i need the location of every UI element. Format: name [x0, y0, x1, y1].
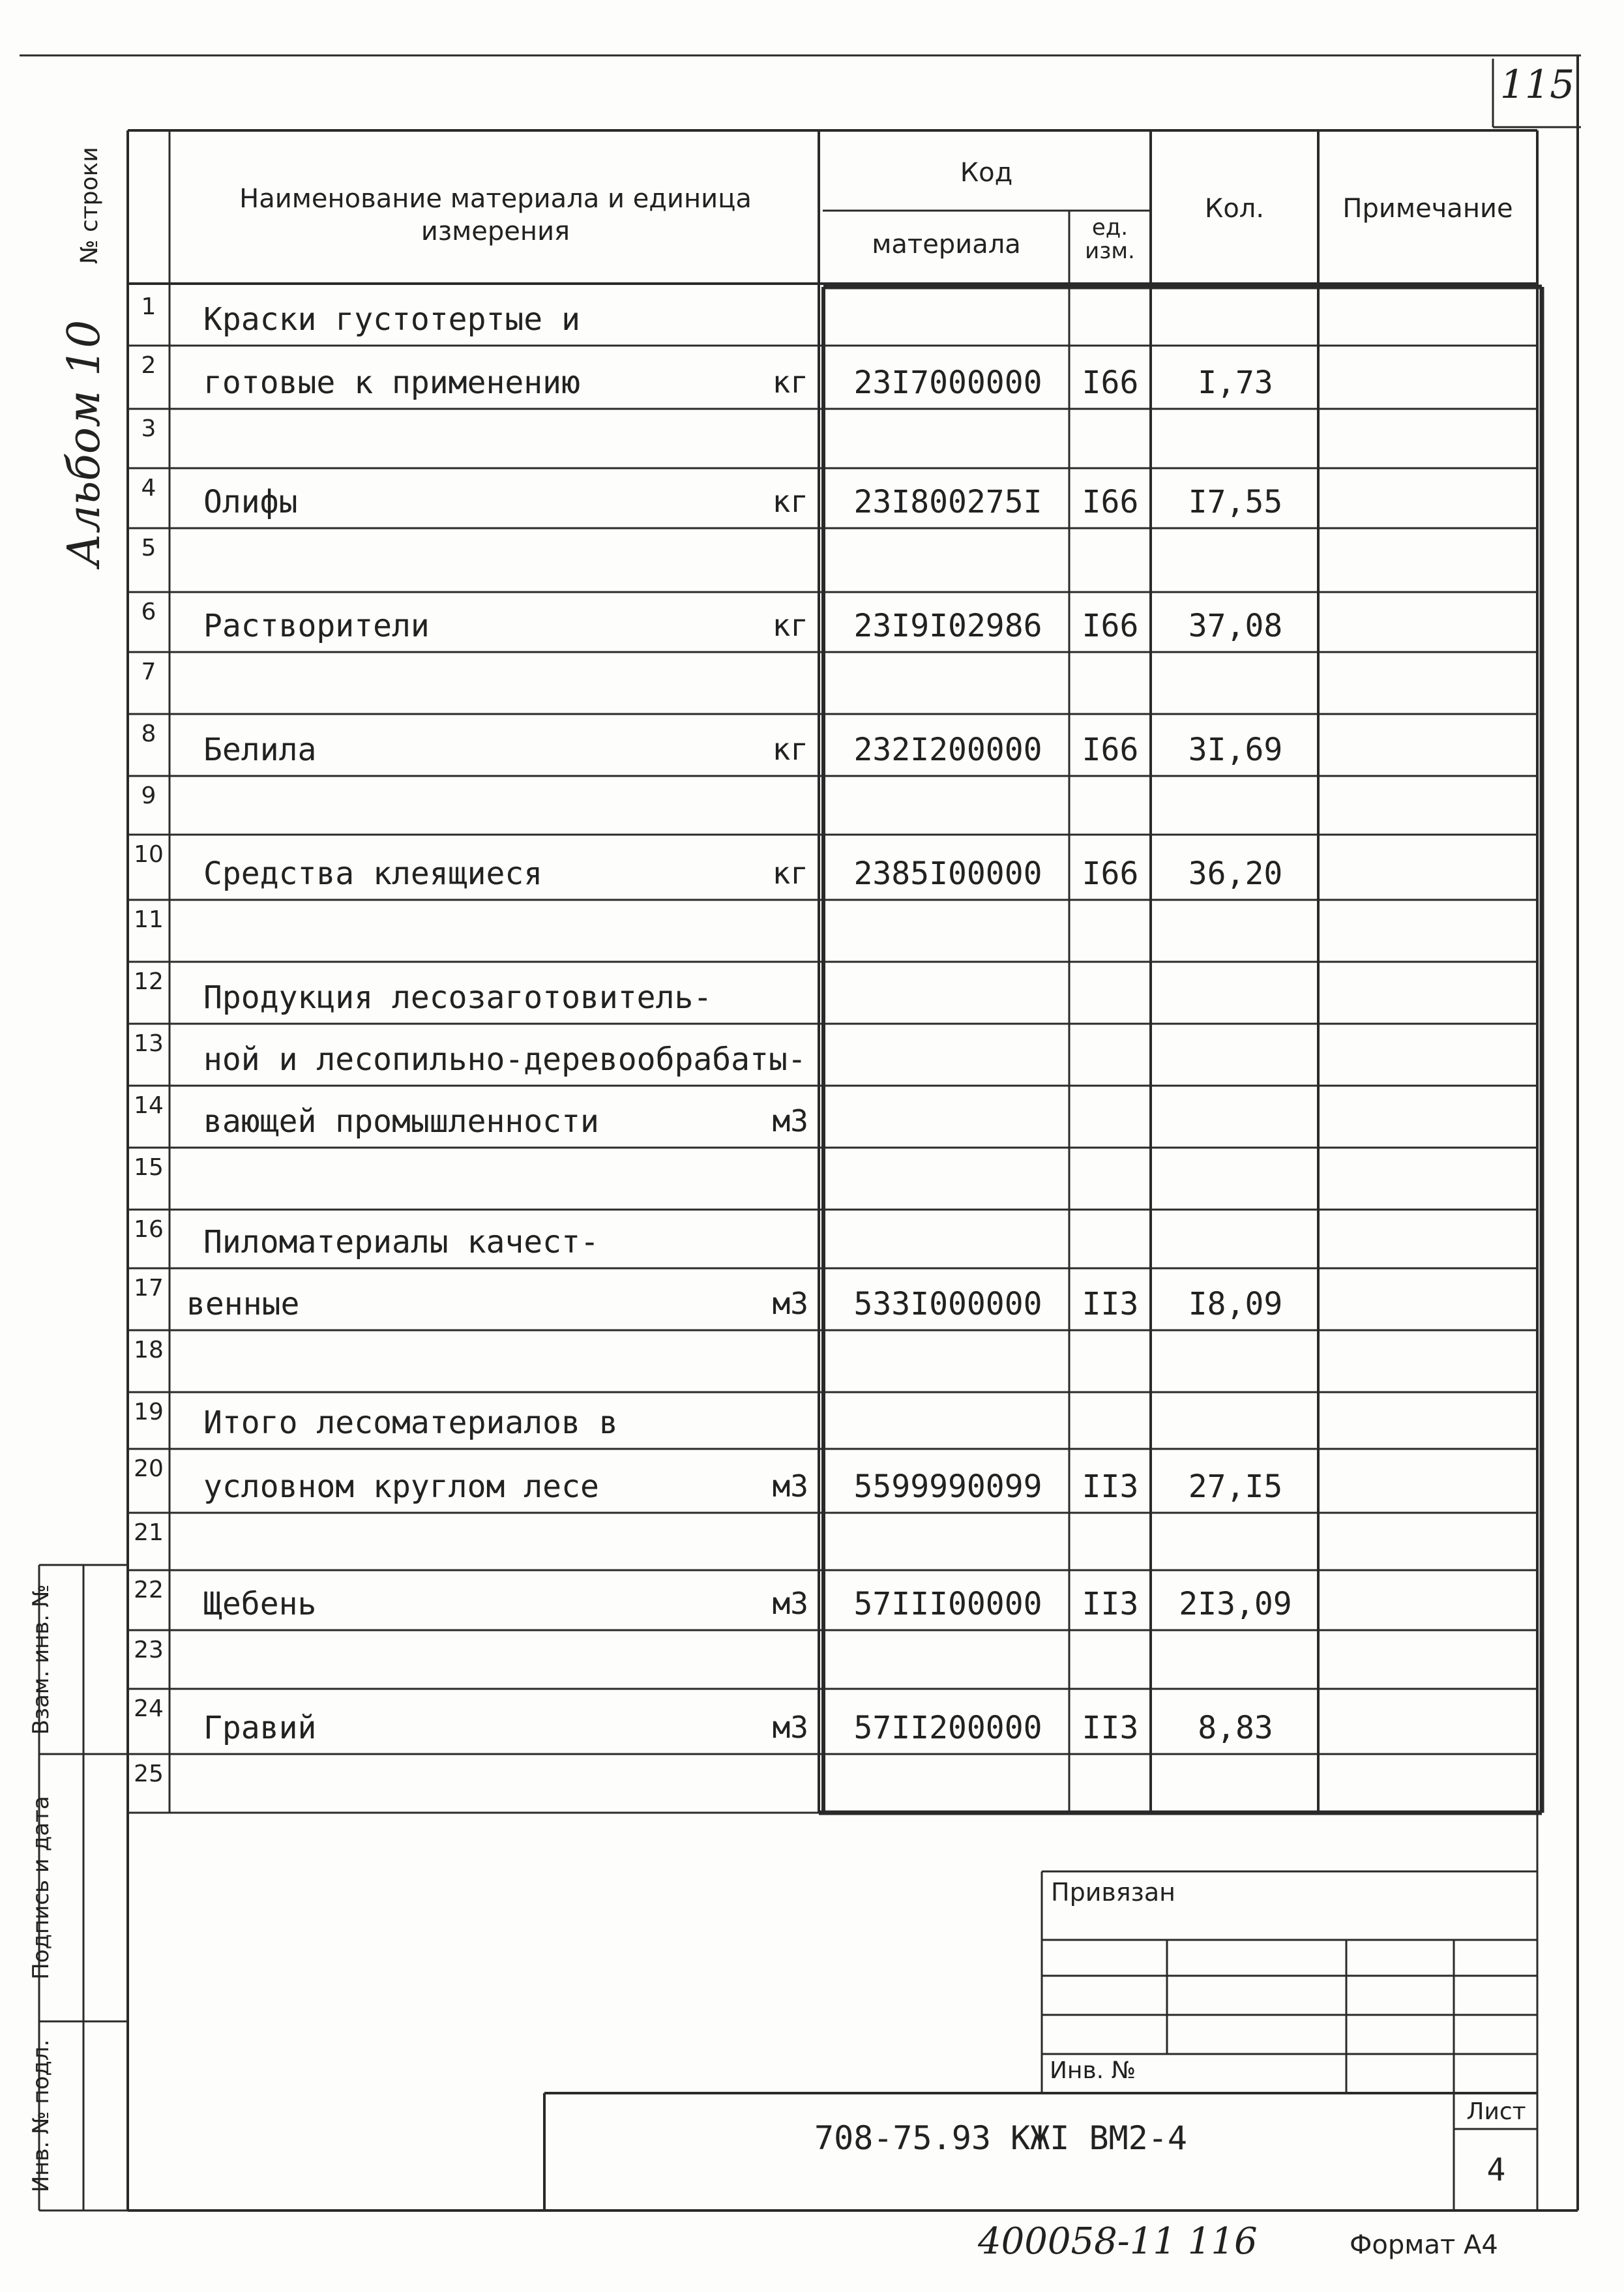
row-name: условном круглом лесе	[203, 1468, 599, 1505]
row-number: 20	[134, 1455, 164, 1482]
row-unit: кг	[772, 484, 808, 519]
row-name: Гравий	[203, 1710, 317, 1746]
sheet-label: Лист	[1466, 2098, 1526, 2125]
row-number: 7	[141, 659, 156, 685]
row-quantity: 8,83	[1198, 1710, 1273, 1746]
row-material-code: 5599990099	[853, 1468, 1042, 1505]
row-number: 2	[141, 352, 156, 379]
row-name: Белила	[203, 732, 317, 768]
row-unit: кг	[772, 608, 808, 643]
row-name: вающей промышленности	[203, 1103, 599, 1140]
row-unit-code: II3	[1082, 1586, 1139, 1622]
stamp-inv-no: Инв. №	[1050, 2057, 1136, 2084]
header-name: Наименование материала и единица измерения	[239, 184, 752, 246]
row-number: 5	[141, 535, 156, 561]
row-unit-code: II3	[1082, 1468, 1139, 1505]
row-material-code: 23I9I02986	[853, 608, 1042, 644]
row-unit-code: I66	[1082, 608, 1139, 644]
header-code: Код	[960, 158, 1013, 188]
stamp-inv-label: Инв. № подл.	[28, 2039, 54, 2193]
row-number: 18	[134, 1337, 164, 1363]
row-quantity: 3I,69	[1188, 732, 1283, 768]
row-unit: кг	[772, 365, 808, 400]
row-unit: м3	[772, 1468, 808, 1504]
header-qty: Кол.	[1204, 194, 1265, 224]
row-unit: м3	[772, 1103, 808, 1139]
row-material-code: 23I7000000	[853, 365, 1042, 401]
row-unit: м3	[772, 1586, 808, 1621]
stamp-vzam-label: Взам. инв. №	[28, 1584, 54, 1735]
header-row-no: № строки	[76, 147, 103, 264]
stamp-podpis-label: Подпись и дата	[28, 1796, 54, 1980]
row-name: Олифы	[203, 484, 298, 520]
row-quantity: 36,20	[1188, 856, 1283, 892]
row-material-code: 23I800275I	[853, 484, 1042, 520]
row-material-code: 57III00000	[853, 1586, 1042, 1622]
row-name: Краски густотертые и	[203, 301, 580, 338]
row-quantity: I8,09	[1188, 1286, 1283, 1322]
row-name: готовые к применению	[203, 365, 580, 401]
row-number: 14	[134, 1092, 164, 1119]
row-name: венные	[186, 1286, 300, 1322]
row-number: 13	[134, 1030, 164, 1057]
header-material: материала	[872, 230, 1021, 260]
sheet-corner-number: 115	[1499, 62, 1575, 108]
row-material-code: 2385I00000	[853, 856, 1042, 892]
row-number: 15	[134, 1154, 164, 1181]
row-material-code: 533I000000	[853, 1286, 1042, 1322]
row-number: 4	[141, 475, 156, 501]
row-name: Щебень	[203, 1586, 317, 1622]
row-unit: кг	[772, 732, 808, 767]
row-number: 3	[141, 415, 156, 442]
row-number: 17	[134, 1275, 164, 1302]
row-material-code: 232I200000	[853, 732, 1042, 768]
row-number: 11	[134, 906, 164, 933]
row-unit-code: I66	[1082, 365, 1139, 401]
row-unit: м3	[772, 1286, 808, 1321]
footer-handwritten-code: 400058-11 116	[978, 2220, 1258, 2263]
document-code: 708-75.93 КЖI ВМ2-4	[814, 2119, 1187, 2157]
row-number: 8	[141, 721, 156, 747]
row-unit: кг	[772, 856, 808, 891]
row-unit-code: II3	[1082, 1286, 1139, 1322]
row-material-code: 57II200000	[853, 1710, 1042, 1746]
row-name: Продукция лесозаготовитель-	[203, 979, 713, 1016]
row-unit-code: I66	[1082, 484, 1139, 520]
row-number: 21	[134, 1519, 164, 1546]
row-name: ной и лесопильно-деревообрабаты-	[203, 1041, 806, 1078]
album-label: Альбом 10	[59, 320, 110, 567]
row-unit-code: II3	[1082, 1710, 1139, 1746]
row-quantity: I,73	[1198, 365, 1273, 401]
row-unit: м3	[772, 1710, 808, 1745]
row-name: Пиломатериалы качест-	[203, 1224, 599, 1260]
row-number: 23	[134, 1637, 164, 1663]
row-number: 10	[134, 841, 164, 868]
row-number: 22	[134, 1577, 164, 1603]
header-note: Примечание	[1342, 194, 1513, 224]
row-number: 25	[134, 1761, 164, 1787]
row-name: Итого лесоматериалов в	[203, 1405, 618, 1441]
row-unit-code: I66	[1082, 732, 1139, 768]
header-unit-code: ед. изм.	[1085, 215, 1135, 264]
row-number: 12	[134, 968, 164, 995]
footer-format: Формат А4	[1350, 2230, 1498, 2260]
row-number: 16	[134, 1216, 164, 1243]
row-unit-code: I66	[1082, 856, 1139, 892]
row-number: 24	[134, 1695, 164, 1722]
stamp-privyazan: Привязан	[1051, 1878, 1175, 1907]
row-quantity: 2I3,09	[1179, 1586, 1292, 1622]
row-number: 9	[141, 782, 156, 809]
row-quantity: 27,I5	[1188, 1468, 1283, 1505]
row-quantity: I7,55	[1188, 484, 1283, 520]
sheet-number: 4	[1486, 2152, 1506, 2188]
row-number: 6	[141, 599, 156, 625]
row-number: 1	[141, 293, 156, 320]
row-number: 19	[134, 1399, 164, 1425]
row-name: Средства клеящиеся	[203, 856, 543, 892]
row-name: Растворители	[203, 608, 430, 644]
row-quantity: 37,08	[1188, 608, 1283, 644]
